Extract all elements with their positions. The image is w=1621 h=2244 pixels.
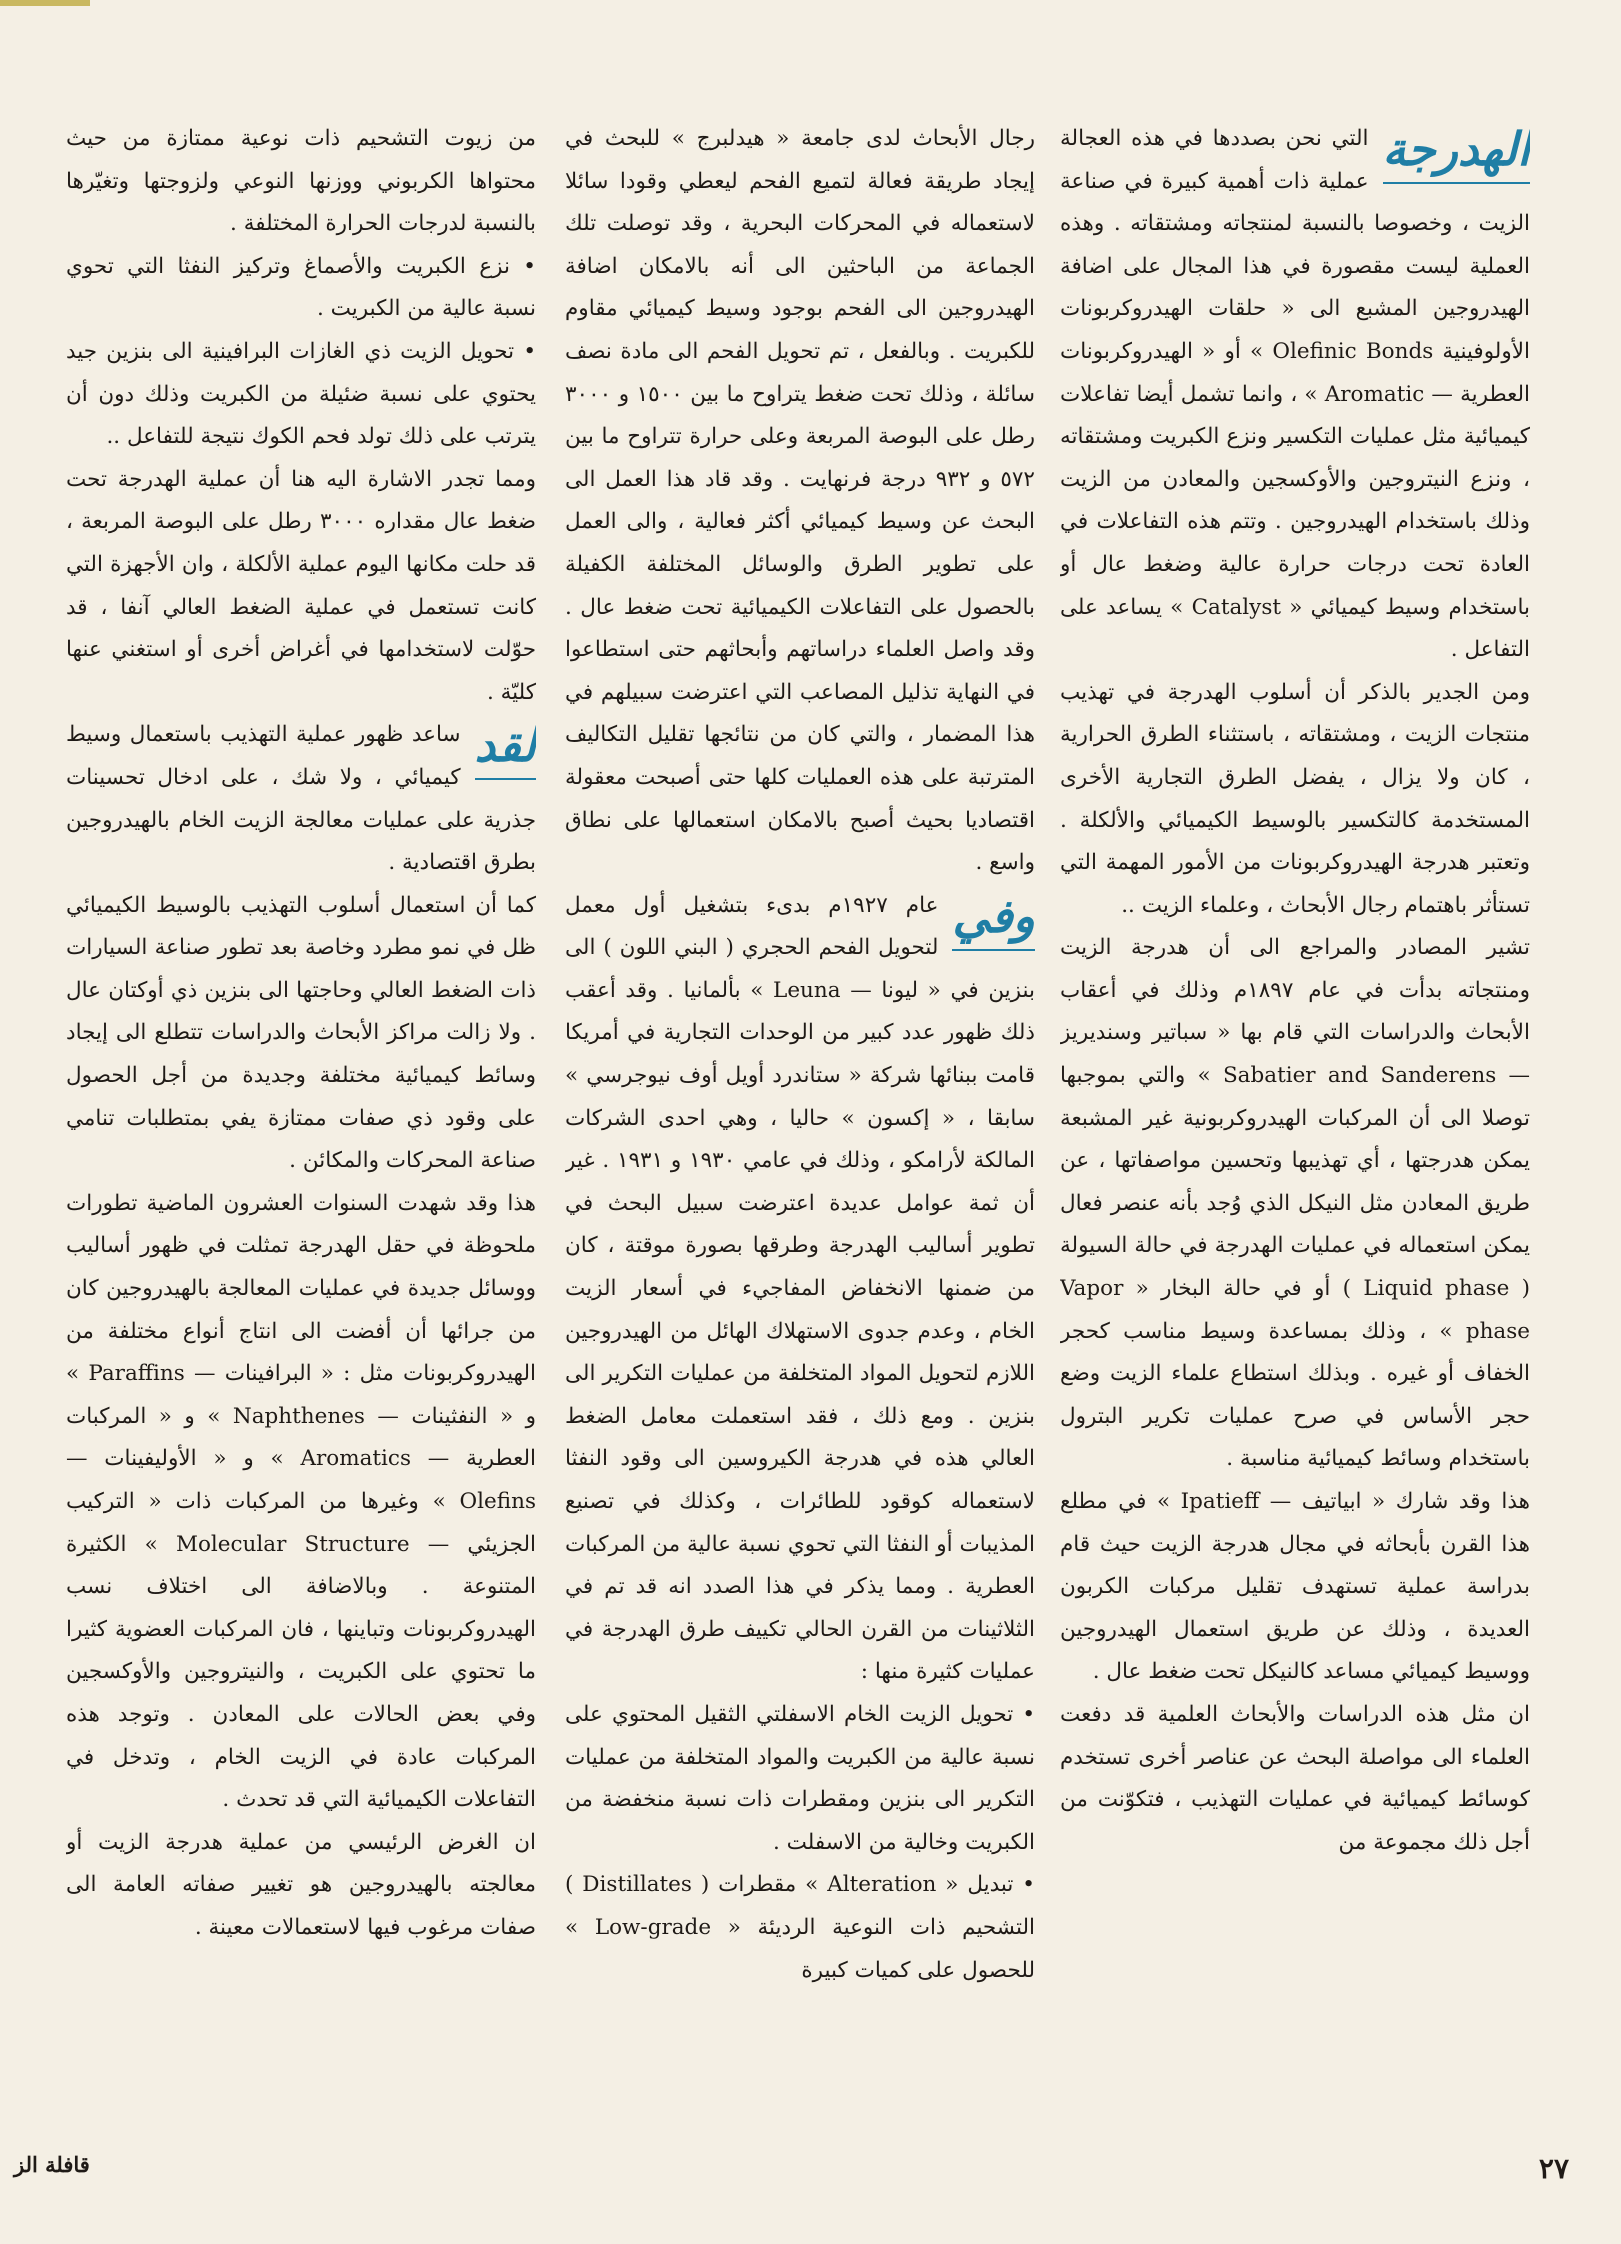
paragraph: عام ١٩٢٧م بدىء بتشغيل أول معمل لتحويل الفحم الحجري ( البني اللون ) الى بنزين في « ليونا — Leuna » بألمانيا . وقد أعقب ذلك ظهور عدد كبير من الوحدات التجارية في أمريكا قامت ببنائها شركة « ستاندرد أويل أوف نيوجرسي » سابقا ، « إكسون » حاليا ، وهي احدى الشركات المالكة لأرامكو ، وذلك في عامي ١٩٣٠ و ١٩٣١ . غير أن ثمة عوامل عديدة اعترضت سبيل البحث في تطوير أساليب الهدرجة وطرقها بصورة موقتة ، كان من ضمنها الانخفاض المفاجيء في أسعار الزيت الخام ، وعدم جدوى الاستهلاك الهائل من الهيدروجين اللازم لتحويل المواد المتخلفة من عمليات التكرير الى بنزين . ومع ذلك ، فقد استعملت معامل الضغط العالي هذه في هدرجة الكيروسين الى وقود النفثا لاستعماله كوقود للطائرات ، وكذلك في تصنيع المذيبات أو النفثا التي تحوي نسبة عالية من المركبات العطرية . ومما يذكر في هذا الصدد انه قد تم في الثلاثينات من القرن الحالي تكييف طرق الهدرجة في عمليات كثيرة منها :	[565, 892, 1035, 1685]
bullet-paragraph: • تحويل الزيت الخام الاسفلتي الثقيل المحتوي على نسبة عالية من الكبريت والمواد المتخلفة من عمليات التكرير الى بنزين ومقطرات ذات نسبة منخفضة من الكبريت وخالية من الاسفلت .	[565, 1701, 1035, 1855]
paragraph: ان الغرض الرئيسي من عملية هدرجة الزيت أو معالجته بالهيدروجين هو تغيير صفاته العامة الى صفات مرغوب فيها لاستعمالات معينة .	[66, 1829, 536, 1940]
top-color-mark	[0, 0, 90, 6]
paragraph: التي نحن بصددها في هذه العجالة عملية ذات أهمية كبيرة في صناعة الزيت ، وخصوصا بالنسبة لمنتجاته ومشتقاته . وهذه العملية ليست مقصورة في هذا المجال على اضافة الهيدروجين المشبع الى « حلقات الهيدروكربونات الأولوفينية Olefinic Bonds » أو « الهيدروكربونات العطرية — Aromatic » ، وانما تشمل أيضا تفاعلات كيميائية مثل عمليات التكسير ونزع الكبريت ومشتقاته ، ونزع النيتروجين والأوكسجين والمعادن من الزيت وذلك باستخدام الهيدروجين . وتتم هذه التفاعلات في العادة تحت درجات حرارة عالية وضغط عال أو باستخدام وسيط كيميائي « Catalyst » يساعد على التفاعل .	[1060, 126, 1530, 663]
magazine-name: قافلة الز	[14, 2152, 90, 2177]
dropcap-hydrogenation: الهدرجة	[1383, 120, 1530, 184]
paragraph: ساعد ظهور عملية التهذيب باستعمال وسيط كيميائي ، ولا شك ، على ادخال تحسينات جذرية على عمليات معالجة الزيت الخام بالهيدروجين بطرق اقتصادية .	[66, 722, 536, 876]
paragraph: تشير المصادر والمراجع الى أن هدرجة الزيت ومنتجاته بدأت في عام ١٨٩٧م وذلك في أعقاب الأبحاث والدراسات التي قام بها « سباتير وسنديريز — Sabatier and Sanderens » والتي بموجبها توصلا الى أن المركبات الهيدروكربونية غير المشبعة يمكن هدرجتها ، أي تهذيبها وتحسين مواصفاتها ، عن طريق المعادن مثل النيكل الذي وُجد بأنه عنصر فعال يمكن استعماله في عمليات الهدرجة في حالة السيولة ( Liquid phase ) أو في حالة البخار « Vapor phase » ، وذلك بمساعدة وسيط مناسب كحجر الخفاف أو غيره . وبذلك استطاع علماء الزيت وضع حجر الأساس في صرح عمليات تكرير البترول باستخدام وسائط كيميائية مناسبة .	[1060, 935, 1530, 1472]
article-column-left	[66, 118, 536, 2128]
bullet-paragraph: • تحويل الزيت ذي الغازات البرافينية الى بنزين جيد يحتوي على نسبة ضئيلة من الكبريت وذلك دون أن يترتب على ذلك تولد فحم الكوك نتيجة للتفاعل ..	[66, 338, 536, 450]
paragraph: هذا وقد شهدت السنوات العشرون الماضية تطورات ملحوظة في حقل الهدرجة تمثلت في ظهور أساليب ووسائل جديدة في عمليات المعالجة بالهيدروجين كان من جرائها أن أفضت الى انتاج أنواع مختلفة من الهيدروكربونات مثل : « البرافينات — Paraffins » و « النفثينات — Naphthenes » و « المركبات العطرية — Aromatics » و « الأوليفينات — Olefins » وغيرها من المركبات ذات « التركيب الجزيئي — Molecular Structure » الكثيرة المتنوعة . وبالاضافة الى اختلاف نسب الهيدروكربونات وتباينها ، فان المركبات العضوية كثيرا ما تحتوي على الكبريت ، والنيتروجين والأوكسجين وفي بعض الحالات على المعادن . وتوجد هذه المركبات عادة في الزيت الخام ، وتدخل في التفاعلات الكيميائية التي قد تحدث .	[66, 1190, 536, 1813]
paragraph: ومن الجدير بالذكر أن أسلوب الهدرجة في تهذيب منتجات الزيت ، ومشتقاته ، باستثناء الطرق الحرارية ، كان ولا يزال ، يفضل الطرق التجارية الأخرى المستخدمة كالتكسير بالوسيط الكيميائي والألكلة . وتعتبر هدرجة الهيدروكربونات من الأمور المهمة التي تستأثر باهتمام رجال الأبحاث ، وعلماء الزيت ..	[1060, 679, 1530, 918]
dropcap-and-in: وفي	[952, 887, 1035, 951]
paragraph: ومما تجدر الاشارة اليه هنا أن عملية الهدرجة تحت ضغط عال مقداره ٣٠٠٠ رطل على البوصة المربعة ، قد حلت مكانها اليوم عملية الألكلة ، وان الأجهزة التي كانت تستعمل في عملية الضغط العالي آنفا ، قد حوّلت لاستخدامها في أغراض أخرى أو استغني عنها كليّة .	[66, 466, 536, 705]
article-column-middle	[565, 118, 1035, 2128]
paragraph: هذا وقد شارك « ابياتيف — Ipatieff » في مطلع هذا القرن بأبحاثه في مجال هدرجة الزيت حيث قام بدراسة عملية تستهدف تقليل مركبات الكربون العديدة ، وذلك عن طريق استعمال الهيدروجين ووسيط كيميائي مساعد كالنيكل تحت ضغط عال .	[1060, 1489, 1530, 1685]
bullet-paragraph: • نزع الكبريت والأصماغ وتركيز النفثا التي تحوي نسبة عالية من الكبريت .	[66, 253, 536, 322]
paragraph: من زيوت التشحيم ذات نوعية ممتازة من حيث محتواها الكربوني ووزنها النوعي ولزوجتها وتغيّرها بالنسبة لدرجات الحرارة المختلفة .	[66, 126, 536, 237]
article-column-right	[1060, 118, 1530, 2128]
paragraph: ان مثل هذه الدراسات والأبحاث العلمية قد دفعت العلماء الى مواصلة البحث عن عناصر أخرى تستخدم كوسائط كيميائية في عمليات التهذيب ، فتكوّنت من أجل ذلك مجموعة من	[1060, 1701, 1530, 1855]
dropcap-indeed: لقد	[475, 716, 536, 780]
bullet-paragraph: • تبديل « Alteration » مقطرات ( Distillates ) التشحيم ذات النوعية الرديئة « Low-grade » للحصول على كميات كبيرة	[565, 1872, 1035, 1983]
page-number: ٢٧	[1538, 2152, 1569, 2185]
paragraph: رجال الأبحاث لدى جامعة « هيدلبرج » للبحث في إيجاد طريقة فعالة لتميع الفحم ليعطي وقودا سائلا لاستعماله في المحركات البحرية ، وقد توصلت تلك الجماعة من الباحثين الى أنه بالامكان اضافة الهيدروجين الى الفحم بوجود وسيط كيميائي مقاوم للكبريت . وبالفعل ، تم تحويل الفحم الى مادة نصف سائلة ، وذلك تحت ضغط يتراوح ما بين ١٥٠٠ و ٣٠٠٠ رطل على البوصة المربعة وعلى حرارة تتراوح ما بين ٥٧٢ و ٩٣٢ درجة فرنهايت . وقد قاد هذا العمل الى البحث عن وسيط كيميائي أكثر فعالية ، والى العمل على تطوير الطرق والوسائل المختلفة الكفيلة بالحصول على التفاعلات الكيميائية تحت ضغط عال . وقد واصل العلماء دراساتهم وأبحاثهم حتى استطاعوا في النهاية تذليل المصاعب التي اعترضت سبيلهم في هذا المضمار ، والتي كان من نتائجها تقليل التكاليف المترتبة على هذه العمليات كلها حتى أصبحت معقولة اقتصاديا بحيث أصبح بالامكان استعمالها على نطاق واسع .	[565, 126, 1035, 876]
paragraph: كما أن استعمال أسلوب التهذيب بالوسيط الكيميائي ظل في نمو مطرد وخاصة بعد تطور صناعة السيارات ذات الضغط العالي وحاجتها الى بنزين ذي أوكتان عال . ولا زالت مراكز الأبحاث والدراسات تتطلع الى إيجاد وسائط كيميائية مختلفة وجديدة من أجل الحصول على وقود ذي صفات ممتازة يفي بمتطلبات تنامي صناعة المحركات والمكائن .	[66, 892, 536, 1174]
